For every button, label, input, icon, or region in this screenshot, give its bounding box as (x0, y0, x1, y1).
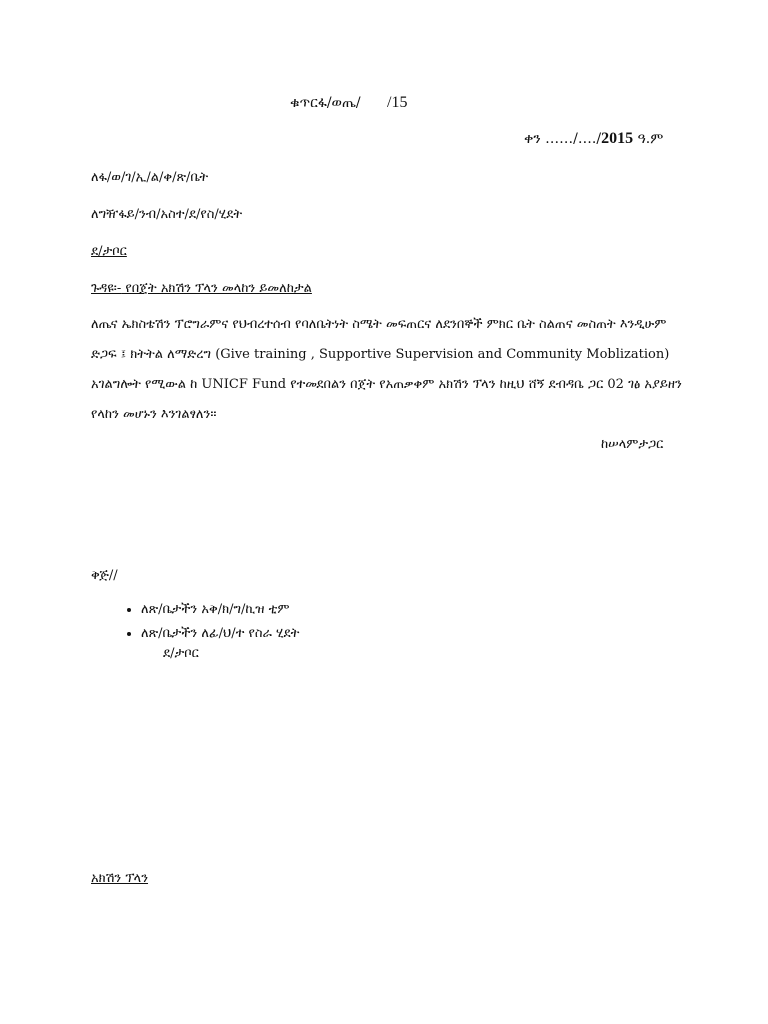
date-year: 2015 (601, 130, 634, 147)
reference-suffix: /15 (387, 94, 408, 111)
subject-label: ጉዳዩ፡- (91, 281, 122, 296)
recipient-location: ደ/ታቦር (91, 244, 127, 259)
cc-item: • ለጽ/ቤታችን ለፊ/ህ/ተ የስራ ሂደት (141, 622, 299, 646)
reference-number (290, 94, 407, 112)
reference-prefix: ቁጥርፋ/ወጤ/ (290, 95, 361, 111)
recipient-attention: ለግዥፋይ/ንብ/አስተ/ደ/የስ/ሂደት (91, 207, 243, 222)
letter-date (524, 130, 663, 148)
closing-greeting: ከሠላምታጋር (601, 437, 664, 452)
cc-label: ቅጅ// (91, 568, 118, 583)
recipient-office: ለፋ/ወ/ገ/ኢ/ል/ቀ/ጽ/ቤት (91, 170, 209, 185)
cc-item: • ለጽ/ቤታችን አቅ/ክ/ግ/ኪዝ ቲም (141, 598, 299, 622)
action-plan-heading: አክሽን ፕላን (91, 871, 149, 886)
body-paragraph: ለጤና ኤክስቴሽን ፕሮግራምና የህብረተሰብ የባለቤትነት ስሜት መፍጠርና ለደንበኞች ምክር ቤት ስልጠና መስጠት እንዲሁም ድጋፍ ፤ ክትትል ለማድረግ (Give training , Supportive Supervision and Community Moblization) አገልግሎት የሚውል ከ UNICF Fund የተመደበልን በጀት የአጠቃቀም አክሽን ፕላን ከዚህ ሸኝ ደብዳቤ ጋር 02 ገፅ አያይዘን የላከን መሆኑን እንገልፃለን። (91, 317, 682, 422)
date-suffix: ዓ.ም (633, 131, 664, 147)
date-prefix: ቀን ……/…./ (524, 131, 602, 147)
cc-list (91, 598, 299, 646)
subject-text: የበጀት አክሽን ፕላን መላከን ይመለከታል (121, 281, 312, 296)
cc-location: ደ/ታቦር (163, 646, 199, 661)
subject-line (91, 281, 312, 296)
